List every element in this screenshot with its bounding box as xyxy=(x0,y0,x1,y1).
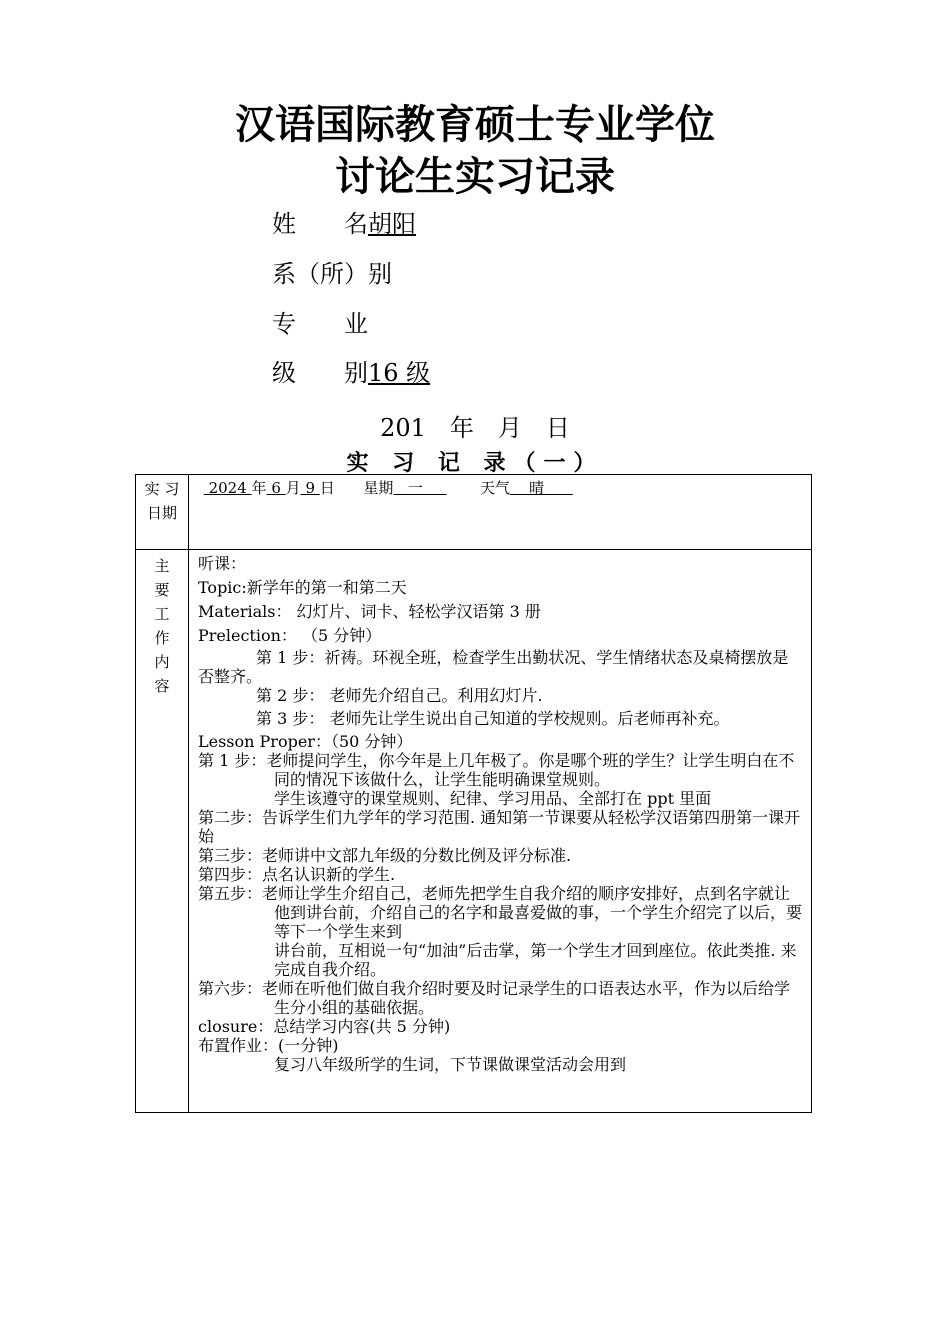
content-line: Lesson Proper：（50 分钟） xyxy=(198,732,413,751)
report-date: 201 年 月 日 xyxy=(380,414,570,442)
content-line: 第五步：老师让学生介绍自己，老师先把学生自我介绍的顺序安排好，点到名字就让他到讲台前，介绍自己的名字和最喜爱做的事，一个学生介绍完了以后，要等下一个学生来到 xyxy=(198,884,803,941)
weather-value: 晴 xyxy=(529,479,545,497)
content-line: 第 1 步：祈祷。环视全班，检查学生出勤状况、学生情绪状态及桌椅摆放是否整齐。 xyxy=(198,648,789,686)
content-line: 第六步：老师在听他们做自我介绍时要及时记录学生的口语表达水平，作为以后给学生分小组的基础依据。 xyxy=(198,979,791,1017)
content-line: 布置作业：(一分钟) xyxy=(198,1036,339,1055)
date-label: 实 习 日期 xyxy=(144,480,180,522)
content-line: Materials： 幻灯片、词卡、轻松学汉语第 3 册 xyxy=(198,602,541,621)
name-value: 胡阳 xyxy=(368,210,416,238)
weekday-value: 一 xyxy=(407,479,423,497)
record-title: 实 习 记 录（一） xyxy=(346,451,604,476)
date-year: 2024 xyxy=(208,479,247,497)
content-line: 学生该遵守的课堂规则、纪律、学习用品、全部打在 ppt 里面 xyxy=(274,789,712,808)
content-line: 第三步：老师讲中文部九年级的分数比例及评分标准. xyxy=(198,846,572,865)
content-line: 第 3 步： 老师先让学生说出自己知道的学校规则。后老师再补充。 xyxy=(256,709,730,728)
content-line: 复习八年级所学的生词，下节课做课堂活动会用到 xyxy=(274,1055,627,1074)
content-line: 讲台前，互相说一句“加油”后击掌，第一个学生才回到座位。依此类推. 来完成自我介绍。 xyxy=(274,941,797,979)
content-line: Prelection： （5 分钟） xyxy=(198,626,382,645)
grade-label: 级 别 xyxy=(272,359,368,387)
date-day: 9 xyxy=(305,479,315,497)
content-cell xyxy=(189,550,812,1113)
content-line: 第四步：点名认识新的学生. xyxy=(198,865,396,884)
content-line: closure：总结学习内容(共 5 分钟) xyxy=(198,1017,451,1036)
major-label: 专 业 xyxy=(272,310,368,338)
content-label: 主 要 工 作 内 容 xyxy=(154,557,170,695)
weather-label: 天气 xyxy=(479,479,510,497)
major-row xyxy=(272,309,368,339)
content-line: Topic:新学年的第一和第二天 xyxy=(198,578,407,597)
weekday-label: 星期 xyxy=(363,479,394,497)
grade-value: 16 级 xyxy=(368,359,431,387)
title-line-1: 汉语国际教育硕士专业学位 xyxy=(235,102,715,148)
content-line: 第 2 步： 老师先介绍自己。利用幻灯片. xyxy=(256,686,543,705)
dept-label: 系（所）别 xyxy=(272,260,392,288)
date-label-cell xyxy=(136,475,189,550)
date-value-cell: 2024 年 6 月 9 日 星期 一 天气 晴 xyxy=(189,475,812,550)
dept-row xyxy=(272,259,392,289)
date-month: 6 xyxy=(271,479,281,497)
internship-record-table xyxy=(135,474,812,1113)
content-line: 第二步：告诉学生们九学年的学习范围. 通知第一节课要从轻松学汉语第四册第一课开始 xyxy=(198,808,801,846)
content-label-cell xyxy=(136,550,189,1113)
name-label: 姓 名 xyxy=(272,210,368,238)
content-line: 第 1 步：老师提问学生，你今年是上几年极了。你是哪个班的学生？让学生明白在不同的情况下该做什么，让学生能明确课堂规则。 xyxy=(198,751,795,789)
name-row xyxy=(272,209,416,239)
content-line: 听课： xyxy=(198,554,247,573)
title-line-2: 讨论生实习记录 xyxy=(335,154,615,200)
grade-row xyxy=(272,358,430,388)
